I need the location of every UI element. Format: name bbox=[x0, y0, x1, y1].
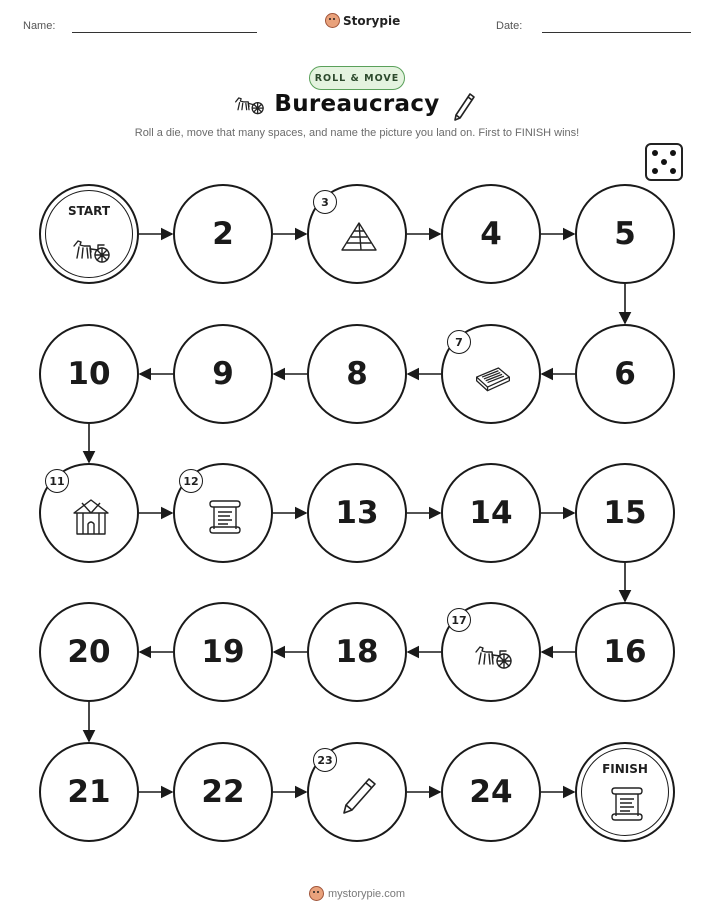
board-space bbox=[39, 324, 139, 424]
scroll-icon bbox=[205, 497, 245, 537]
brand-name: Storypie bbox=[343, 13, 401, 28]
space-number: 8 bbox=[346, 356, 368, 392]
space-label: FINISH bbox=[602, 762, 648, 776]
space-number-badge: 17 bbox=[447, 608, 471, 632]
instructions: Roll a die, move that many spaces, and name the picture you land on. First to FINISH wins! bbox=[134, 127, 580, 139]
clay-tablet-icon bbox=[473, 358, 513, 398]
granary-icon bbox=[71, 497, 111, 537]
space-number: 19 bbox=[201, 634, 245, 670]
space-number: 14 bbox=[469, 495, 513, 531]
space-number: 16 bbox=[603, 634, 647, 670]
chariot-icon bbox=[473, 636, 513, 676]
board-space bbox=[575, 602, 675, 702]
board-space bbox=[39, 184, 139, 284]
space-number: 10 bbox=[67, 356, 111, 392]
board-space bbox=[173, 184, 273, 284]
space-number: 20 bbox=[67, 634, 111, 670]
board-space bbox=[307, 324, 407, 424]
space-number-badge: 11 bbox=[45, 469, 69, 493]
page-title: Bureaucracy bbox=[274, 91, 440, 117]
board-space bbox=[39, 602, 139, 702]
board-space bbox=[307, 602, 407, 702]
footer bbox=[0, 886, 714, 901]
name-label: Name: bbox=[23, 20, 56, 32]
space-number: 13 bbox=[335, 495, 379, 531]
pencil-icon bbox=[339, 776, 379, 816]
footer-site: mystorypie.com bbox=[327, 887, 406, 900]
bear-icon bbox=[309, 886, 324, 901]
scroll-icon bbox=[607, 784, 647, 824]
board-space bbox=[575, 463, 675, 563]
space-number: 15 bbox=[603, 495, 647, 531]
board-space bbox=[441, 463, 541, 563]
board-space bbox=[575, 324, 675, 424]
space-number: 2 bbox=[212, 216, 234, 252]
board-space bbox=[173, 742, 273, 842]
space-number-badge: 3 bbox=[313, 190, 337, 214]
board-space bbox=[441, 184, 541, 284]
board-space bbox=[39, 742, 139, 842]
space-label: START bbox=[67, 204, 111, 218]
board-space bbox=[173, 602, 273, 702]
space-number-badge: 23 bbox=[313, 748, 337, 772]
board-space bbox=[575, 742, 675, 842]
pyramid-icon bbox=[339, 218, 379, 258]
space-number: 4 bbox=[480, 216, 502, 252]
space-number-badge: 12 bbox=[179, 469, 203, 493]
space-number: 18 bbox=[335, 634, 379, 670]
space-number: 22 bbox=[201, 774, 245, 810]
space-number: 21 bbox=[67, 774, 111, 810]
game-type-badge: ROLL & MOVE bbox=[309, 66, 405, 90]
board-space bbox=[441, 742, 541, 842]
board-space bbox=[307, 463, 407, 563]
space-number: 6 bbox=[614, 356, 636, 392]
space-number: 9 bbox=[212, 356, 234, 392]
space-number: 24 bbox=[469, 774, 513, 810]
space-number-badge: 7 bbox=[447, 330, 471, 354]
date-label: Date: bbox=[496, 20, 523, 32]
space-number: 5 bbox=[614, 216, 636, 252]
board-space bbox=[575, 184, 675, 284]
chariot-icon bbox=[71, 230, 111, 270]
board-space bbox=[173, 324, 273, 424]
